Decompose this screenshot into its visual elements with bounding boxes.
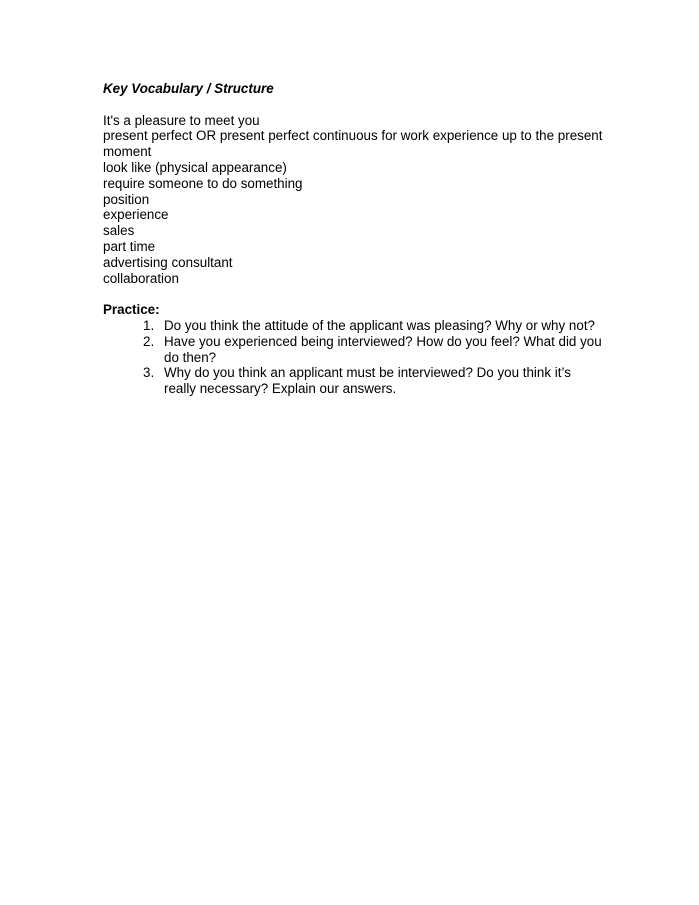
vocabulary-list <box>103 113 603 287</box>
vocabulary-item: It's a pleasure to meet you <box>103 112 260 128</box>
practice-item <box>103 334 603 366</box>
practice-list <box>103 318 603 397</box>
practice-item-text: Do you think the attitude of the applicant was pleasing? Why or why not? <box>164 317 595 333</box>
section-heading: Key Vocabulary / Structure <box>103 81 274 96</box>
practice-heading: Practice: <box>103 302 160 318</box>
practice-item-text: Why do you think an applicant must be interviewed? Do you think it’s really necessary? Explain our answers. <box>164 365 571 397</box>
vocabulary-item: advertising consultant <box>103 254 233 270</box>
practice-item-text: Have you experienced being interviewed? How do you feel? What did you do then? <box>164 333 602 365</box>
vocabulary-item: collaboration <box>103 270 179 286</box>
vocabulary-item: look like (physical appearance) <box>103 159 287 175</box>
vocabulary-item: experience <box>103 207 169 223</box>
practice-item <box>103 318 603 334</box>
practice-item-number: 2. <box>143 333 155 349</box>
practice-item <box>103 365 603 397</box>
vocabulary-item: present perfect OR present perfect continuous for work experience up to the present moment <box>103 128 603 160</box>
vocabulary-item: position <box>103 191 150 207</box>
document-page <box>103 81 603 397</box>
vocabulary-item: part time <box>103 238 156 254</box>
vocabulary-item: require someone to do something <box>103 175 303 191</box>
practice-item-number: 1. <box>143 317 155 333</box>
practice-item-number: 3. <box>143 365 155 381</box>
vocabulary-item: sales <box>103 223 135 239</box>
